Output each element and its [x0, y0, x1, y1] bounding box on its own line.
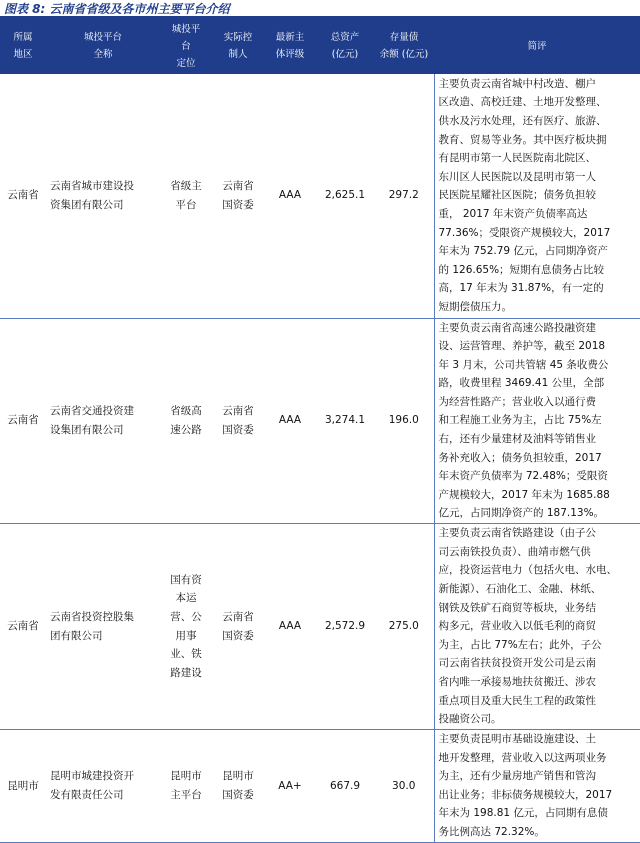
- cell-text-line: 77.36%；受限资产规模较大，2017: [438, 226, 611, 239]
- cell-platform-name: [46, 318, 160, 524]
- cell-debt: 30.0: [374, 730, 434, 843]
- cell-text-line: 国资委: [222, 423, 254, 436]
- cell-text-line: 昆明市: [222, 770, 254, 783]
- table-row: [0, 318, 640, 524]
- header-text: 全称: [93, 49, 113, 60]
- cell-text-line: 供水及污水处理，还有医疗、旅游、: [438, 115, 607, 128]
- cell-text-line: 为主，占比 77%左右；此外，子公: [438, 638, 602, 651]
- header-comment: [434, 18, 640, 74]
- cell-text-line: 发有限责任公司: [50, 788, 124, 801]
- cell-rating: AAA: [264, 74, 316, 318]
- cell-text-line: 钢铁及铁矿石商贸等板块，业务结: [438, 601, 596, 614]
- cell-text-line: 云南省交通投资建: [50, 405, 134, 418]
- cell-text-line: 云南省: [222, 405, 254, 418]
- cell-comment: [434, 318, 640, 524]
- header-text: 城投平: [171, 23, 201, 35]
- table-row: [0, 524, 640, 730]
- cell-comment: [434, 730, 640, 843]
- header-text: 制人: [228, 49, 248, 60]
- cell-controller: [212, 74, 264, 318]
- header-text: (亿元): [331, 49, 359, 60]
- cell-text-line: 区改造、高校迁建、土地开发整理、: [438, 96, 607, 109]
- cell-position: [160, 524, 212, 730]
- cell-debt: 297.2: [374, 74, 434, 318]
- cell-region: 昆明市: [0, 730, 46, 843]
- cell-text-line: 设集团有限公司: [50, 423, 124, 436]
- header-text: 实际控: [223, 32, 253, 43]
- table-title: 图表 8: 云南省省级及各市州主要平台介绍: [0, 0, 640, 18]
- cell-platform-name: [46, 74, 160, 318]
- cell-text-line: 司云南铁投负责）、曲靖市燃气供: [438, 545, 591, 558]
- cell-text-line: 东川区人民医院以及昆明市第一人: [438, 170, 596, 183]
- header-platform-name: [46, 18, 160, 74]
- header-text: 最新主: [275, 32, 305, 43]
- cell-text-line: 短期偿债压力。: [438, 301, 512, 314]
- cell-text-line: 平台: [175, 198, 197, 211]
- cell-text-line: 出让业务；非标债务规模较大，2017: [438, 788, 613, 801]
- platform-table: [0, 18, 640, 843]
- header-text: 总资产: [330, 32, 360, 43]
- cell-rating: AAA: [264, 524, 316, 730]
- header-row: [0, 18, 640, 74]
- cell-controller: [212, 730, 264, 843]
- cell-text-line: 速公路: [170, 423, 202, 436]
- cell-text-line: 团有限公司: [50, 629, 103, 642]
- header-text: 体评级: [275, 49, 305, 60]
- cell-text-line: 资集团有限公司: [50, 198, 124, 211]
- header-text: 定位: [176, 57, 196, 69]
- cell-text-line: 民医院星耀社区医院；债务负担较: [438, 189, 596, 202]
- cell-text-line: 教育、贸易等业务。其中医疗板块拥: [438, 133, 607, 146]
- cell-text-line: 省内唯一承接易地扶贫搬迁、涉农: [438, 676, 596, 689]
- cell-text-line: 年末为 752.79 亿元，占同期净资产: [438, 245, 608, 258]
- cell-text-line: 云南省投资控股集: [50, 610, 134, 623]
- cell-text-line: 为主，还有少量房地产销售和管沟: [438, 770, 596, 783]
- cell-text-line: 务补充收入；债务负担较重，2017: [438, 451, 602, 464]
- cell-text-line: 主要负责昆明市基础设施建设、土: [438, 733, 596, 746]
- cell-region: 云南省: [0, 318, 46, 524]
- table-row: [0, 74, 640, 318]
- cell-text-line: 主平台: [170, 788, 202, 801]
- cell-assets: 2,625.1: [316, 74, 374, 318]
- cell-controller: [212, 318, 264, 524]
- cell-text-line: 产规模较大，2017 年末为 1685.88: [438, 488, 610, 501]
- cell-text-line: 务比例高达 72.32%。: [438, 826, 545, 838]
- cell-text-line: 营、公: [170, 610, 202, 623]
- cell-text-line: 省级高: [170, 405, 202, 418]
- cell-text-line: 业、铁: [170, 648, 202, 661]
- cell-assets: 3,274.1: [316, 318, 374, 524]
- header-text: 余额 (亿元): [379, 49, 429, 60]
- cell-text-line: 和工程施工业务为主，占比 75%左: [438, 414, 602, 427]
- cell-text-line: 省级主: [170, 180, 202, 193]
- cell-text-line: 投融资公司。: [438, 713, 502, 726]
- header-debt: [374, 18, 434, 74]
- header-position: [160, 18, 212, 74]
- cell-text-line: 的 126.65%；短期有息债务占比较: [438, 263, 605, 276]
- cell-debt: 275.0: [374, 524, 434, 730]
- header-text: 所属: [13, 32, 33, 43]
- cell-text-line: 年末资产负债率为 72.48%；受限资: [438, 470, 608, 483]
- header-text: 简评: [527, 40, 547, 52]
- cell-text-line: 年 3 月末，公司共管辖 45 条收费公: [438, 358, 609, 371]
- cell-text-line: 右，还有少量建材及油料等销售业: [438, 433, 596, 446]
- cell-text-line: 国资委: [222, 198, 254, 211]
- header-text: 存量债: [389, 32, 419, 43]
- cell-text-line: 高，17 年末为 31.87%，有一定的: [438, 282, 604, 295]
- header-text: 城投平台: [83, 32, 122, 43]
- cell-text-line: 为经营性路产；营业收入以通行费: [438, 395, 596, 408]
- cell-text-line: 云南省城市建设投: [50, 180, 134, 193]
- cell-rating: AAA: [264, 318, 316, 524]
- cell-text-line: 路，收费里程 3469.41 公里，全部: [438, 377, 605, 390]
- cell-position: [160, 730, 212, 843]
- cell-text-line: 有昆明市第一人民医院南北院区、: [438, 152, 596, 165]
- cell-text-line: 地开发整理，营业收入以这两项业务: [438, 751, 607, 764]
- cell-text-line: 构多元，营业收入以低毛利的商贸: [438, 620, 596, 633]
- header-text: 台: [181, 40, 191, 52]
- cell-position: [160, 74, 212, 318]
- header-region: [0, 18, 46, 74]
- cell-text-line: 司云南省扶贫投资开发公司是云南: [438, 657, 596, 670]
- cell-controller: [212, 524, 264, 730]
- cell-region: 云南省: [0, 524, 46, 730]
- cell-debt: 196.0: [374, 318, 434, 524]
- cell-text-line: 重， 2017 年末资产负债率高达: [438, 208, 588, 221]
- cell-text-line: 主要负责云南省铁路建设（由子公: [438, 527, 596, 540]
- cell-text-line: 主要负责云南省高速公路投融资建: [438, 321, 596, 334]
- cell-region: 云南省: [0, 74, 46, 318]
- cell-text-line: 年末为 198.81 亿元，占同期有息债: [438, 807, 608, 820]
- cell-text-line: 本运: [175, 592, 197, 605]
- header-text: 地区: [13, 49, 33, 60]
- table-body: [0, 74, 640, 842]
- cell-text-line: 云南省: [222, 180, 254, 193]
- cell-position: [160, 318, 212, 524]
- cell-assets: 2,572.9: [316, 524, 374, 730]
- cell-text-line: 主要负责云南省城中村改造、棚户: [438, 77, 596, 90]
- cell-text-line: 昆明市: [170, 770, 202, 783]
- cell-text-line: 重点项目及重大民生工程的政策性: [438, 694, 596, 707]
- table-row: [0, 730, 640, 843]
- cell-text-line: 新能源）、石油化工、金融、林纸、: [438, 583, 602, 596]
- header-assets: [316, 18, 374, 74]
- cell-text-line: 国资委: [222, 788, 254, 801]
- header-rating: [264, 18, 316, 74]
- cell-rating: AA+: [264, 730, 316, 843]
- cell-platform-name: [46, 730, 160, 843]
- cell-text-line: 用事: [175, 629, 197, 642]
- cell-text-line: 昆明市城建投资开: [50, 770, 134, 783]
- cell-comment: [434, 524, 640, 730]
- cell-text-line: 设、运营管理、养护等，截至 2018: [438, 340, 606, 353]
- cell-text-line: 国资委: [222, 629, 254, 642]
- cell-text-line: 云南省: [222, 610, 254, 623]
- cell-comment: [434, 74, 640, 318]
- cell-text-line: 路建设: [170, 666, 202, 679]
- cell-platform-name: [46, 524, 160, 730]
- cell-text-line: 国有资: [170, 573, 202, 586]
- header-controller: [212, 18, 264, 74]
- cell-text-line: 应，投资运营电力（包括火电、水电、: [438, 564, 617, 577]
- cell-text-line: 亿元，占同期净资产的 187.13%。: [438, 507, 605, 520]
- cell-assets: 667.9: [316, 730, 374, 843]
